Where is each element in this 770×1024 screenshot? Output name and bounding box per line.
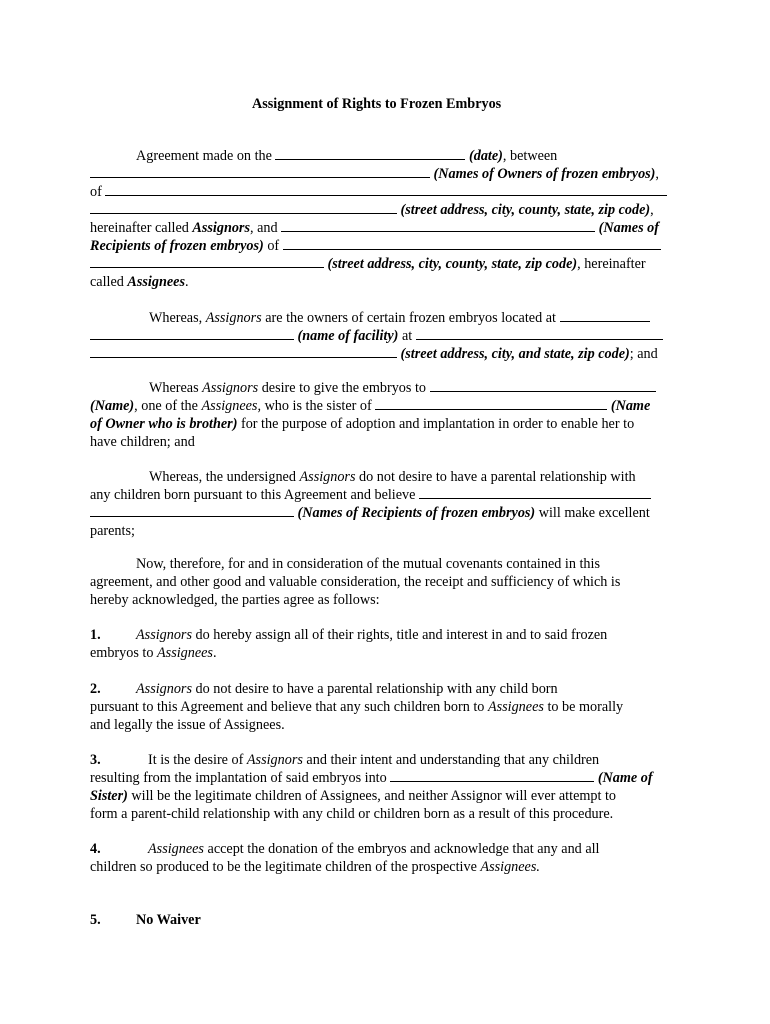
assignors-term: Assignors xyxy=(205,310,262,326)
facility-address-label: (street address, city, and state, zip code) xyxy=(400,346,630,362)
name-of-label: (Name of xyxy=(597,770,653,786)
now-therefore-line-1: Now, therefore, for and in consideration of the mutual covenants contained in this xyxy=(136,556,600,572)
hereinafter-text: , hereinafter xyxy=(577,256,646,272)
whereas3-line2-text: any children born pursuant to this Agreement and believe xyxy=(90,487,416,503)
clause2-line-1 xyxy=(90,680,558,698)
clause5-number: 5. xyxy=(90,912,101,928)
believe-blank[interactable] xyxy=(419,486,651,499)
clause3-pre: It is the desire of xyxy=(148,752,244,768)
comma-text: , xyxy=(655,166,659,182)
owners-names-blank[interactable] xyxy=(90,165,430,178)
sister-label: Sister) xyxy=(90,788,128,804)
clause3-line-3 xyxy=(90,787,616,805)
date-blank[interactable] xyxy=(275,147,465,160)
whereas1-line-2 xyxy=(90,327,663,345)
intro-line-6 xyxy=(90,237,661,255)
owner-blank[interactable] xyxy=(375,397,607,410)
assignees-term: Assignees xyxy=(487,699,544,715)
whereas3-line-2 xyxy=(90,486,651,504)
period: . xyxy=(184,274,189,290)
intro-line-4 xyxy=(90,201,654,219)
intro-line-3 xyxy=(90,183,667,201)
one-of-the-text: , one of the xyxy=(134,398,198,414)
whereas3-line-1 xyxy=(149,468,636,486)
owner-brother-label: of Owner who is brother) xyxy=(90,416,238,432)
whereas-text: Whereas xyxy=(149,380,199,396)
comma-2: , xyxy=(650,202,654,218)
clause1-text: do hereby assign all of their rights, title and interest in and to said frozen xyxy=(195,627,608,643)
clause2-line-2 xyxy=(90,698,623,716)
assignors-term: Assignors xyxy=(202,380,259,396)
clause3-line-2 xyxy=(90,769,653,787)
and-text: ; and xyxy=(629,346,658,362)
clause1-number: 1. xyxy=(90,627,101,643)
clause3-post: and their intent and understanding that any children xyxy=(306,752,600,768)
clause3-line-4: form a parent-child relationship with any child or children born as a result of this procedure. xyxy=(90,806,614,822)
facility-address-blank[interactable] xyxy=(90,345,397,358)
clause4-line-2 xyxy=(90,858,540,876)
clause3-line3-text: will be the legitimate children of Assignees, and neither Assignor will ever attempt to xyxy=(131,788,617,804)
whereas2-text: desire to give the embryos to xyxy=(261,380,427,396)
assignees-term: Assignees, xyxy=(201,398,262,414)
assignors-term: Assignors xyxy=(299,469,356,485)
whereas-text: Whereas, xyxy=(149,310,203,326)
clause2-line2-post: to be morally xyxy=(547,699,624,715)
assignees-term: Assignees xyxy=(157,645,213,661)
assignees-term: Assignees xyxy=(148,841,204,857)
whereas2-line-3 xyxy=(90,415,634,433)
facility-blank[interactable] xyxy=(90,327,294,340)
now-therefore-line-3: hereby acknowledged, the parties agree as follows: xyxy=(90,592,380,608)
whereas1-line-3 xyxy=(90,345,658,363)
assignor-address-label: (street address, city, county, state, zip code) xyxy=(400,202,651,218)
intro-line-8 xyxy=(90,273,189,291)
sister-name-blank[interactable] xyxy=(390,769,594,782)
clause1-line-1 xyxy=(90,626,607,644)
period: . xyxy=(212,645,217,661)
whereas2-line-2 xyxy=(90,397,650,415)
clause2-number: 2. xyxy=(90,681,101,697)
clause2-line-3: and legally the issue of Assignees. xyxy=(90,717,285,733)
of-blank-2[interactable] xyxy=(283,237,661,250)
date-label: (date) xyxy=(469,148,503,164)
now-therefore-line-2: agreement, and other good and valuable consideration, the receipt and sufficiency of which is xyxy=(90,574,621,590)
clause2-text: do not desire to have a parental relationship with any child born xyxy=(195,681,558,697)
clause2-line2-text: pursuant to this Agreement and believe that any such children born to xyxy=(90,699,485,715)
between-text: , between xyxy=(502,148,558,164)
called-text: called xyxy=(90,274,124,290)
and-text: , and xyxy=(249,220,278,236)
clause4-line2-text: children so produced to be the legitimate children of the prospective xyxy=(90,859,477,875)
intro-line-1 xyxy=(136,147,557,165)
intro-line-5 xyxy=(90,219,659,237)
whereas2-line-1 xyxy=(149,379,656,397)
whereas2-line-4: have children; and xyxy=(90,434,195,450)
recipients-label: (Names of Recipients of frozen embryos) xyxy=(297,505,536,521)
intro-line-7 xyxy=(90,255,646,273)
intro-line-2 xyxy=(90,165,659,183)
facility-at-blank[interactable] xyxy=(416,327,663,340)
clause3-line2-text: resulting from the implantation of said embryos into xyxy=(90,770,387,786)
names-of-label: (Names of xyxy=(598,220,659,236)
clause3-number: 3. xyxy=(90,752,101,768)
no-waiver-heading: No Waiver xyxy=(136,912,201,928)
whereas3-line-4: parents; xyxy=(90,523,135,539)
at-text: at xyxy=(401,328,413,344)
recipient-names-blank[interactable] xyxy=(281,219,595,232)
intro-agreement-text: Agreement made on the xyxy=(136,148,272,164)
location-blank[interactable] xyxy=(560,309,650,322)
recipients-label: Recipients of frozen embryos) xyxy=(90,238,264,254)
assignee-address-blank[interactable] xyxy=(90,255,324,268)
of-text: of xyxy=(90,184,102,200)
assignors-term: Assignors xyxy=(136,681,192,697)
recipients-blank[interactable] xyxy=(90,504,294,517)
hereinafter-called-text: hereinafter called xyxy=(90,220,189,236)
whereas1-line-1 xyxy=(149,309,650,327)
recipient-blank[interactable] xyxy=(430,379,656,392)
whereas3-line-3 xyxy=(90,504,650,522)
of-text-2: of xyxy=(267,238,280,254)
assignors-term: Assignors xyxy=(192,220,250,236)
assignees-term: Assignees. xyxy=(480,859,540,875)
assignors-term: Assignors xyxy=(246,752,303,768)
name-label: (Name) xyxy=(90,398,135,414)
clause5-heading-line xyxy=(90,911,201,929)
name-of-label: (Name xyxy=(610,398,651,414)
whereas3-text: do not desire to have a parental relationship with xyxy=(359,469,636,485)
clause4-line-1 xyxy=(90,840,600,858)
sister-of-text: who is the sister of xyxy=(264,398,372,414)
clause4-text: accept the donation of the embryos and acknowledge that any and all xyxy=(207,841,600,857)
excellent-text: will make excellent xyxy=(538,505,650,521)
clause4-number: 4. xyxy=(90,841,101,857)
whereas-text: Whereas, the undersigned xyxy=(149,469,296,485)
assignors-term: Assignors xyxy=(136,627,192,643)
document-title: Assignment of Rights to Frozen Embryos xyxy=(252,96,502,112)
clause1-line-2 xyxy=(90,644,217,662)
assignor-address-blank[interactable] xyxy=(90,201,397,214)
assignee-address-label: (street address, city, county, state, zip code) xyxy=(327,256,578,272)
of-blank[interactable] xyxy=(105,183,667,196)
facility-label: (name of facility) xyxy=(297,328,399,344)
assignees-term: Assignees xyxy=(127,274,185,290)
whereas1-text: are the owners of certain frozen embryos located at xyxy=(265,310,556,326)
owners-names-label: (Names of Owners of frozen embryos) xyxy=(433,166,656,182)
clause3-line-1 xyxy=(90,751,599,769)
clause1-line2-text: embryos to xyxy=(90,645,154,661)
purpose-text: for the purpose of adoption and implantation in order to enable her to xyxy=(240,416,635,432)
